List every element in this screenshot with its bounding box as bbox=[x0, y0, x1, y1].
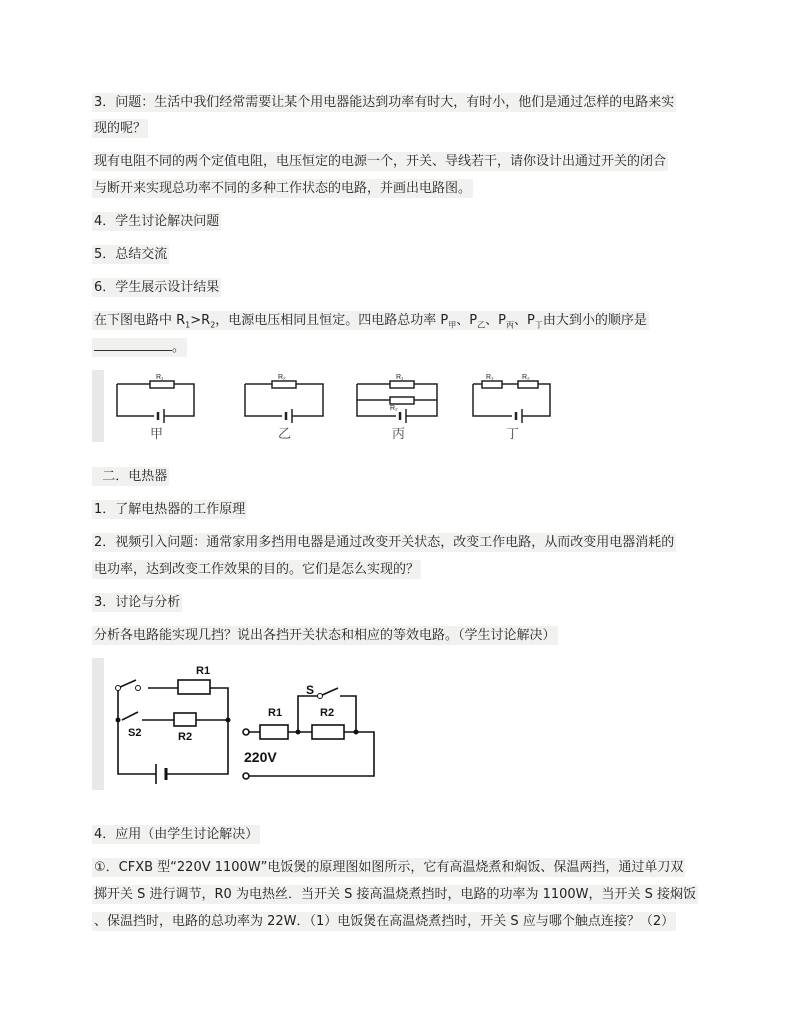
circuit-ding-label: 丁 bbox=[506, 426, 520, 441]
para-line2: 与断开来实现总功率不同的多种工作状态的电路，并画出电路图。 bbox=[94, 181, 472, 196]
circuit-yi-label: 乙 bbox=[278, 426, 292, 441]
s2-item4: 4．应用（由学生讨论解决） bbox=[94, 827, 259, 842]
item3-line2: 现的呢？ bbox=[94, 121, 147, 136]
s2-item3: 3．讨论与分析 bbox=[94, 595, 181, 610]
s2-item1: 1．了解电热器的工作原理 bbox=[94, 502, 246, 517]
circuit-ding-r2-label: R₂ bbox=[522, 374, 530, 381]
circuit-jia bbox=[117, 381, 194, 423]
right-r2-label: R2 bbox=[320, 707, 335, 719]
item3-line1: 3．问题：生活中我们经常需要让某个用电器能达到功率有时大，有时小，他们是通过怎样的电路来实 bbox=[94, 95, 675, 110]
answer-blank-line: 。 bbox=[92, 338, 187, 357]
left-r1-label: R1 bbox=[196, 665, 211, 677]
s2-item2-line1: 2．视频引入问题：通常家用多挡用电器是通过改变开关状态，改变工作电路，从而改变用电器消耗的 bbox=[94, 535, 675, 550]
app-line3: 、保温挡时，电路的总功率为 22W．（1）电饭煲在高温烧煮挡时，开关 S 应与哪个触点连接？（2） bbox=[94, 914, 675, 929]
item5: 5．总结交流 bbox=[94, 247, 168, 262]
heater-circuits-figure bbox=[92, 658, 392, 790]
circuit-bing-r2-label: R₂ bbox=[390, 405, 398, 412]
s2-analysis: 分析各电路能实现几挡？说出各挡开关状态和相应的等效电路。（学生讨论解决） bbox=[94, 628, 556, 643]
left-s2-label: S2 bbox=[128, 727, 142, 739]
circuit-yi bbox=[245, 381, 323, 423]
answer-blank[interactable] bbox=[94, 338, 172, 351]
circuit-yi-r-label: R₂ bbox=[278, 374, 286, 381]
voltage-label: 220V bbox=[244, 749, 277, 765]
circuit-ding bbox=[473, 381, 550, 423]
circuit-bing-r1-label: R₁ bbox=[396, 374, 404, 381]
left-r2-label: R2 bbox=[178, 731, 193, 743]
para-line1: 现有电阻不同的两个定值电阻，电压恒定的电源一个，开关、导线若干，请你设计出通过开关的闭合 bbox=[94, 154, 667, 169]
section2-heading: 二．电热器 bbox=[92, 468, 169, 486]
circuit-bing bbox=[357, 381, 437, 423]
circuit-ding-r1-label: R₁ bbox=[486, 374, 494, 381]
right-s-label: S bbox=[306, 683, 315, 697]
four-circuits-figure bbox=[92, 370, 572, 442]
circuit-jia-label: 甲 bbox=[150, 426, 164, 441]
s2-item2-line2: 电功率，达到改变工作效果的目的。它们是怎么实现的？ bbox=[94, 562, 420, 577]
right-r1-label: R1 bbox=[268, 707, 283, 719]
app-line1: ①．CFXB 型“220V 1100W”电饭煲的原理图如图所示，它有高温烧煮和焖饭、保温两挡，通过单刀双 bbox=[94, 860, 684, 875]
circuit-bing-label: 丙 bbox=[392, 426, 406, 441]
app-line2: 掷开关 S 进行调节，R0 为电热丝．当开关 S 接高温烧煮挡时，电路的功率为 1100W，当开关 S 接焖饭 bbox=[94, 887, 697, 902]
item6: 6．学生展示设计结果 bbox=[94, 280, 220, 295]
item4: 4．学生讨论解决问题 bbox=[94, 214, 220, 229]
question-line: 在下图电路中 $R_1>R_2$，电源电压相同且恒定。四电路总功率 $P_甲$、$P_乙$、$P_丙$、$P_丁$由大到小的顺序是 bbox=[94, 313, 647, 330]
circuit-jia-r-label: R₁ bbox=[156, 374, 164, 381]
